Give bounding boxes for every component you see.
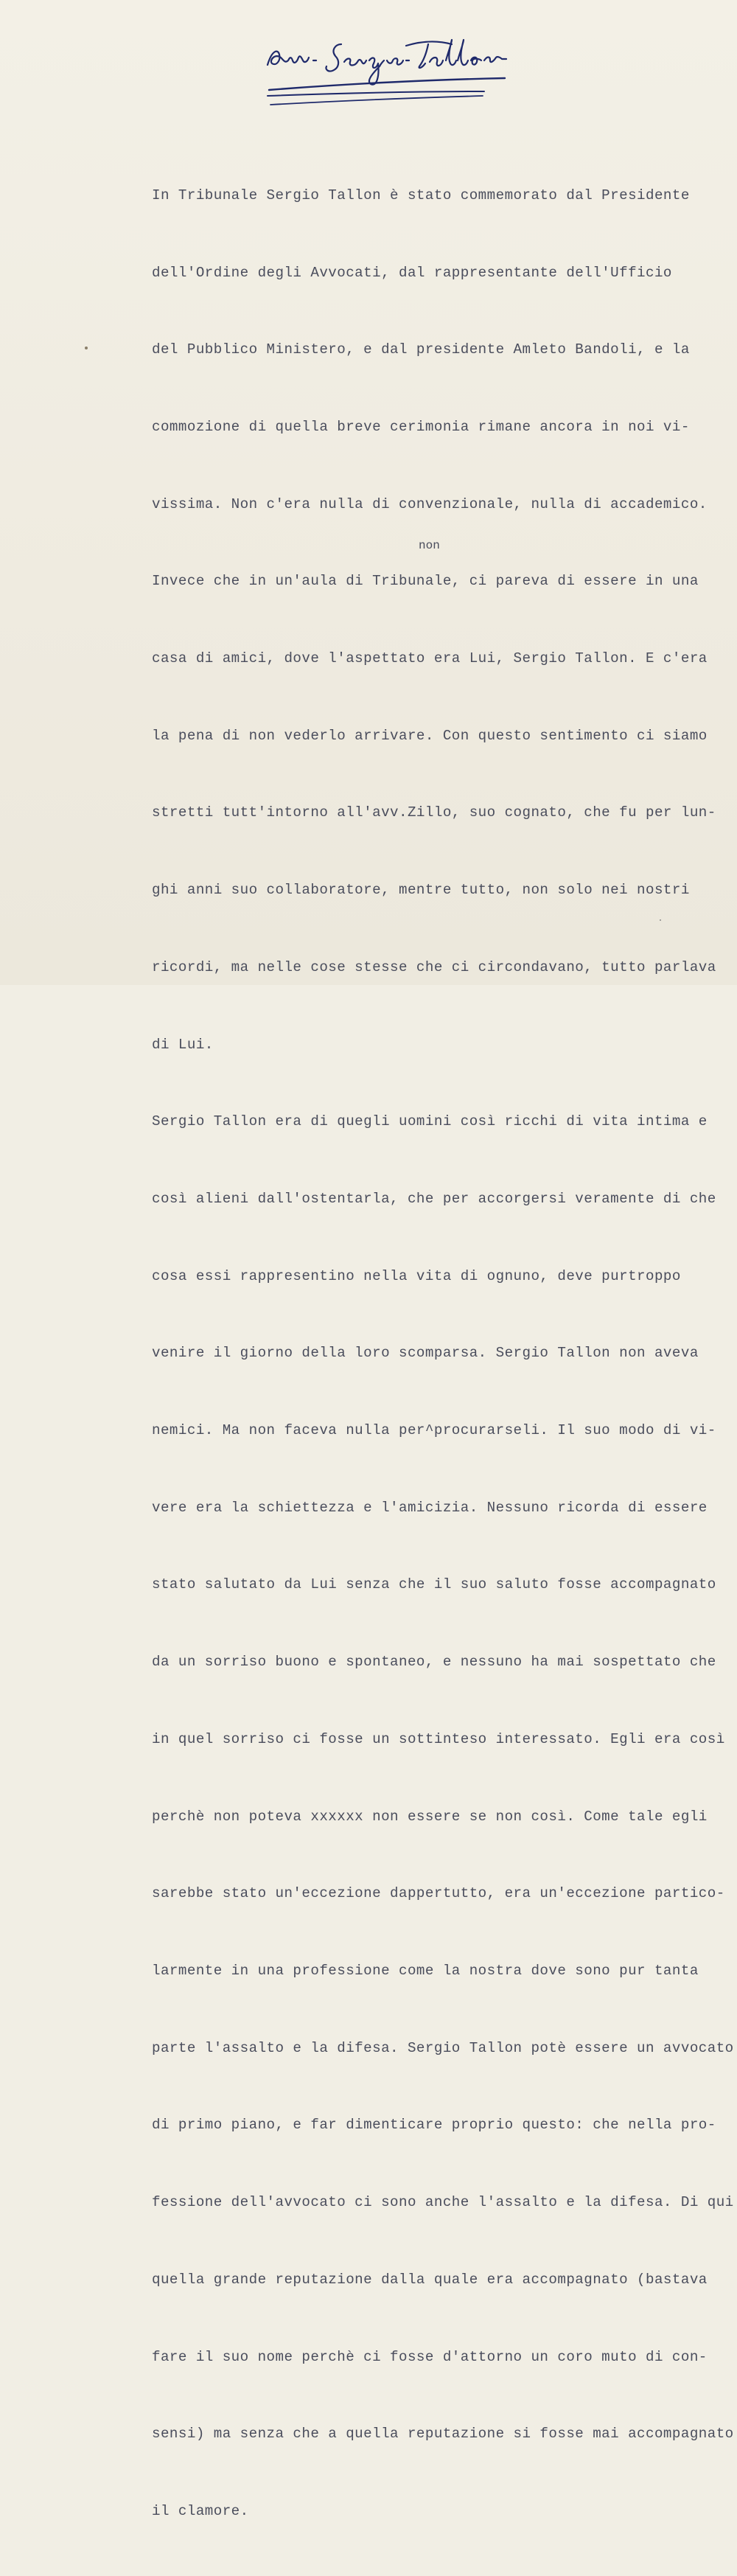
body-line: la pena di non vederlo arrivare. Con questo sentimento ci siamo [152,727,708,744]
typed-insertion-note: non [419,539,440,552]
body-line: perchè non poteva xxxxxx non essere se non così. Come tale egli [152,1808,708,1825]
body-line: sarebbe stato un'eccezione dappertutto, era un'eccezione partico- [152,1885,725,1902]
body-line: vissima. Non c'era nulla di convenzionale, nulla di accademico. [152,495,708,512]
body-line: casa di amici, dove l'aspettato era Lui, Sergio Tallon. E c'era [152,650,708,667]
body-line: il clamore. [152,2502,249,2519]
body-line: nemici. Ma non faceva nulla per^procurarseli. Il suo modo di vi- [152,1422,716,1439]
body-line: così alieni dall'ostentarla, che per accorgersi veramente di che [152,1190,716,1207]
body-line: vere era la schiettezza e l'amicizia. Nessuno ricorda di essere [152,1499,708,1516]
body-line: di Lui. [152,1036,214,1053]
body-line: del Pubblico Ministero, e dal presidente Amleto Bandoli, e la [152,341,690,358]
body-line: venire il giorno della loro scomparsa. Sergio Tallon non aveva [152,1345,699,1362]
body-line: fessione dell'avvocato ci sono anche l'assalto e la difesa. Di qui [152,2194,734,2211]
body-line: fare il suo nome perchè ci fosse d'attorno un coro muto di con- [152,2348,708,2365]
body-line: ricordi, ma nelle cose stesse che ci circondavano, tutto parlava [152,958,716,975]
body-line: da un sorriso buono e spontaneo, e nessuno ha mai sospettato che [152,1654,716,1671]
body-line: Sergio Tallon era di quegli uomini così ricchi di vita intima e [152,1113,708,1130]
body-line: sensi) ma senza che a quella reputazione si fosse mai accompagnato [152,2426,734,2443]
body-line: In Tribunale Sergio Tallon è stato commemorato dal Presidente [152,187,690,203]
body-line: larmente in una professione come la nostra dove sono pur tanta [152,1962,699,1979]
body-line: Invece che in un'aula di Tribunale, ci pareva di essere in una [152,573,699,590]
body-line: di primo piano, e far dimenticare proprio questo: che nella pro- [152,2117,716,2134]
body-line: dell'Ordine degli Avvocati, dal rappresentante dell'Ufficio [152,264,672,281]
body-line: ghi anni suo collaboratore, mentre tutto, non solo nei nostri [152,882,690,899]
signature-image [262,28,512,116]
handwritten-heading [262,28,512,116]
body-line: stretti tutt'intorno all'avv.Zillo, suo cognato, che fu per lun- [152,804,716,821]
body-line: parte l'assalto e la difesa. Sergio Tallon potè essere un avvocato [152,2039,734,2056]
body-line: commozione di quella breve cerimonia rimane ancora in noi vi- [152,418,690,435]
margin-ink-dot [85,347,88,349]
body-line: quella grande reputazione dalla quale era accompagnato (bastava [152,2271,708,2288]
typewritten-body [152,131,737,2576]
body-line: cosa essi rappresentino nella vita di ognuno, deve purtroppo [152,1267,681,1284]
body-line: in quel sorriso ci fosse un sottinteso interessato. Egli era così [152,1730,725,1747]
body-line: stato salutato da Lui senza che il suo saluto fosse accompagnato [152,1576,716,1593]
